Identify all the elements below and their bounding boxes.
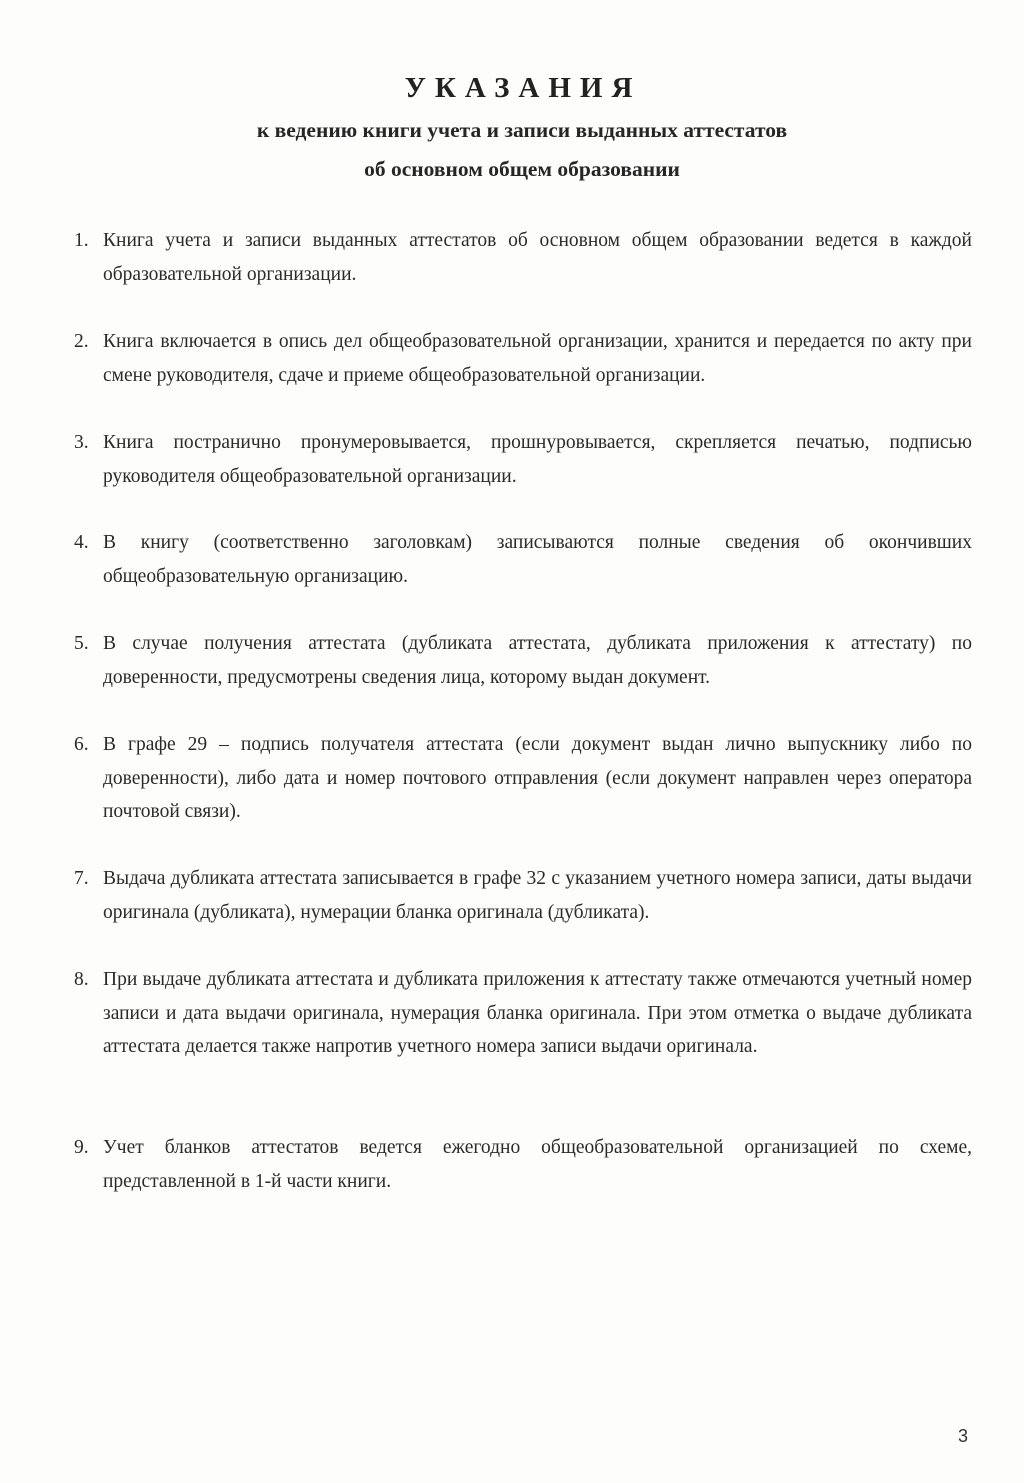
item-number: 1. [74,230,89,251]
item-text: Книга включается в опись дел общеобразовательной организации, хранится и передается по акту при смене руководителя, сдаче и приеме общеобразовательной организации. [103,331,972,386]
item-number: 4. [74,532,89,553]
document-title: УКАЗАНИЯ [404,72,642,104]
item-number: 9. [74,1137,89,1158]
item-number: 2. [74,331,89,352]
item-text: В случае получения аттестата (дубликата аттестата, дубликата приложения к аттестату) по доверенности, предусмотрены сведения лица, которому выдан документ. [103,633,972,688]
item-number: 5. [74,633,89,654]
item-text: Выдача дубликата аттестата записывается в графе 32 с указанием учетного номера записи, даты выдачи оригинала (дубликата), нумерации бланка оригинала (дубликата). [103,868,972,923]
item-text: При выдаче дубликата аттестата и дубликата приложения к аттестату также отмечаются учетный номер записи и дата выдачи оригинала, нумерация бланка оригинала. При этом отметка о выдаче дубликата аттестата делается также напротив учетного номера записи выдачи оригинала. [103,969,972,1058]
item-text: Книга постранично пронумеровывается, прошнуровывается, скрепляется печатью, подписью руководителя общеобразовательной организации. [103,432,972,487]
item-number: 7. [74,868,89,889]
item-text: В графе 29 – подпись получателя аттестата (если документ выдан лично выпускнику либо по доверенности), либо дата и номер почтового отправления (если документ направлен через оператора почтовой связи). [103,734,972,823]
item-number: 6. [74,734,89,755]
item-number: 8. [74,969,89,990]
document-subtitle-line2: об основном общем образовании [364,157,680,181]
item-text: Книга учета и записи выданных аттестатов об основном общем образовании ведется в каждой образовательной организации. [103,230,972,285]
item-text: Учет бланков аттестатов ведется ежегодно общеобразовательной организацией по схеме, представленной в 1-й части книги. [103,1137,972,1192]
item-number: 3. [74,432,89,453]
document-subtitle-line1: к ведению книги учета и записи выданных аттестатов [256,118,788,142]
page-number: 3 [958,1426,969,1446]
item-text: В книгу (соответственно заголовкам) записываются полные сведения об окончивших общеобразовательную организацию. [103,532,972,587]
